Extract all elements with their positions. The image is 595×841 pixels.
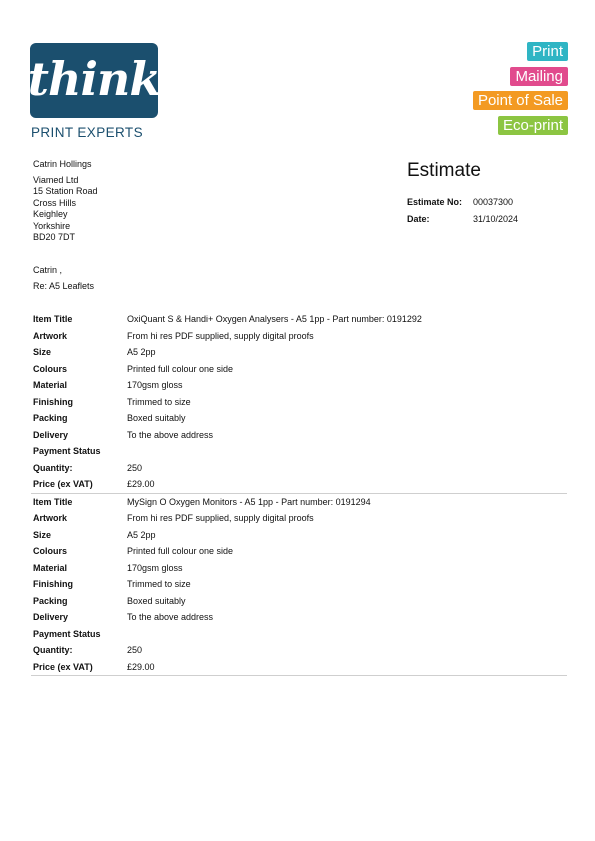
item-row — [31, 410, 567, 427]
address-line: Keighley — [33, 209, 68, 219]
item-field-label: Payment Status — [33, 628, 101, 639]
item-field-label: Quantity: — [33, 462, 73, 473]
item-field-label: Delivery — [33, 612, 69, 623]
item-field-label: Packing — [33, 413, 68, 424]
estimate-date: 31/10/2024 — [473, 213, 519, 224]
item-field-value: A5 2pp — [127, 529, 156, 540]
item-field-value: 170gsm gloss — [127, 562, 183, 573]
item-row — [31, 476, 567, 493]
address-line: Viamed Ltd — [33, 174, 79, 185]
service-tag-eco-print: Eco-print — [498, 116, 568, 135]
item-field-label: Payment Status — [33, 446, 101, 457]
item-row — [31, 311, 567, 328]
item-field-label: Item Title — [33, 314, 73, 325]
item-row — [31, 609, 567, 626]
estimate-meta — [407, 193, 518, 227]
estimate-items — [31, 311, 567, 676]
item-field-value: From hi res PDF supplied, supply digital proofs — [127, 330, 314, 341]
company-logo — [27, 43, 161, 118]
item-row — [31, 460, 567, 477]
service-tag-mailing: Mailing — [510, 67, 568, 86]
logo-wordmark: think — [27, 51, 161, 106]
item-field-value: To the above address — [127, 429, 214, 440]
item-row — [31, 543, 567, 560]
item-field-value: A5 2pp — [127, 347, 156, 358]
item-row — [31, 494, 567, 511]
item-field-label: Packing — [33, 595, 68, 606]
estimate-date-label: Date: — [407, 213, 430, 224]
item-field-label: Material — [33, 380, 68, 391]
item-field-value: Boxed suitably — [127, 595, 186, 606]
item-field-label: Price (ex VAT) — [33, 661, 93, 672]
item-row — [31, 427, 567, 444]
item-row — [31, 576, 567, 593]
item-field-value: Boxed suitably — [127, 413, 186, 424]
item-field-value: 250 — [127, 645, 143, 656]
item-field-value: To the above address — [127, 612, 214, 623]
item-row — [31, 361, 567, 378]
greeting: Catrin , — [33, 265, 63, 275]
estimate-date-row — [407, 210, 518, 227]
document-title: Estimate — [407, 160, 481, 181]
item-row — [31, 560, 567, 577]
service-tag-point-of-sale: Point of Sale — [473, 91, 568, 110]
item-field-label: Delivery — [33, 429, 69, 440]
item-field-value: Trimmed to size — [127, 396, 191, 407]
logo-tagline: PRINT EXPERTS — [31, 125, 143, 140]
estimate-item — [31, 494, 567, 677]
item-row — [31, 642, 567, 659]
item-field-label: Price (ex VAT) — [33, 479, 93, 490]
item-row — [31, 394, 567, 411]
estimate-item — [31, 311, 567, 494]
item-field-value: MySign O Oxygen Monitors - A5 1pp - Part number: 0191294 — [127, 496, 371, 507]
item-row — [31, 443, 567, 460]
item-field-label: Finishing — [33, 396, 73, 407]
recipient-name: Catrin Hollings — [33, 159, 92, 169]
item-field-value: 250 — [127, 462, 143, 473]
item-row — [31, 510, 567, 527]
estimate-number: 00037300 — [473, 196, 514, 207]
estimate-number-label: Estimate No: — [407, 196, 463, 207]
item-field-value: £29.00 — [127, 661, 155, 672]
item-field-label: Size — [33, 529, 52, 540]
item-row — [31, 659, 567, 676]
item-field-label: Colours — [33, 546, 68, 557]
address-line: Cross Hills — [33, 197, 77, 208]
item-row — [31, 377, 567, 394]
item-field-label: Quantity: — [33, 645, 73, 656]
item-row — [31, 626, 567, 643]
item-row — [31, 344, 567, 361]
recipient-address — [33, 159, 98, 244]
item-field-value: Printed full colour one side — [127, 546, 234, 557]
item-field-label: Size — [33, 347, 52, 358]
item-row — [31, 328, 567, 345]
item-field-label: Artwork — [33, 330, 68, 341]
item-field-value: From hi res PDF supplied, supply digital proofs — [127, 513, 314, 524]
item-field-value: £29.00 — [127, 479, 155, 490]
item-field-label: Colours — [33, 363, 68, 374]
address-line: Yorkshire — [33, 220, 71, 231]
service-tag-print: Print — [527, 42, 568, 61]
address-line: BD20 7DT — [33, 232, 76, 242]
item-field-label: Finishing — [33, 579, 73, 590]
address-line: 15 Station Road — [33, 186, 98, 196]
item-field-value: Printed full colour one side — [127, 363, 234, 374]
item-row — [31, 527, 567, 544]
item-field-value: 170gsm gloss — [127, 380, 183, 391]
item-field-label: Item Title — [33, 496, 73, 507]
item-row — [31, 593, 567, 610]
estimate-number-row — [407, 193, 518, 210]
item-field-label: Artwork — [33, 513, 68, 524]
item-field-value: OxiQuant S & Handi+ Oxygen Analysers - A5 1pp - Part number: 0191292 — [127, 314, 422, 325]
item-field-label: Material — [33, 562, 68, 573]
subject-line: Re: A5 Leaflets — [33, 281, 95, 291]
item-field-value: Trimmed to size — [127, 579, 191, 590]
